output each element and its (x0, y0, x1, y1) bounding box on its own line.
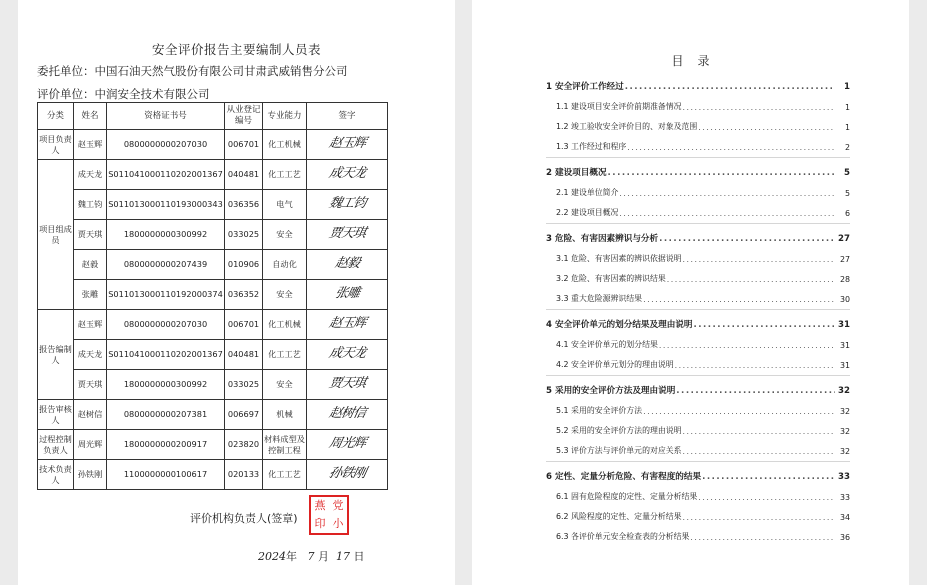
signer-label: 评价机构负责人(签章) (190, 512, 298, 525)
toc-section[interactable] (546, 92, 850, 112)
cell-signature (307, 310, 388, 340)
toc-page-number: 30 (839, 295, 850, 304)
cell-skill: 安全 (263, 370, 307, 400)
date-day: 17 (336, 550, 350, 563)
cell-signature (307, 280, 388, 310)
toc-leader-dots (627, 143, 835, 152)
table-row (38, 190, 388, 220)
table-row (38, 130, 388, 160)
table-row (38, 340, 388, 370)
toc-leader-dots (702, 472, 835, 482)
handwritten-signature: 贾天琪 (327, 226, 367, 242)
cell-signature (307, 190, 388, 220)
toc-page-number: 31 (839, 341, 850, 350)
cell-signature (307, 460, 388, 490)
toc-chapter[interactable] (546, 223, 850, 244)
cell-signature (307, 370, 388, 400)
toc-entry-text: 6.3 各评价单元安全检查表的分析结果 (556, 532, 690, 541)
toc-page-number: 28 (839, 275, 850, 284)
toc-chapter[interactable] (546, 309, 850, 330)
cell-name: 成天龙 (74, 160, 107, 190)
toc-page-number: 1 (844, 123, 850, 132)
toc-entry-text: 3 危险、有害因素辨识与分析 (546, 234, 659, 244)
cell-cert: 1800000000300992 (107, 220, 225, 250)
seal-char: 燕 (314, 499, 326, 512)
toc-section[interactable] (546, 522, 850, 542)
toc-entry-text: 2 建设项目概况 (546, 168, 607, 178)
toc-entry-text: 3.1 危险、有害因素的辨识依据说明 (556, 254, 682, 263)
cell-skill: 材料成型及控制工程 (263, 430, 307, 460)
header-cert: 资格证书号 (107, 103, 225, 130)
date-day-suffix: 日 (353, 550, 365, 563)
cell-name: 成天龙 (74, 340, 107, 370)
cell-cert: 0800000000207439 (107, 250, 225, 280)
toc-page-number: 36 (839, 533, 850, 542)
cell-skill: 化工机械 (263, 310, 307, 340)
toc-leader-dots (683, 427, 835, 436)
toc-section[interactable] (546, 350, 850, 370)
cell-reg: 006697 (225, 400, 263, 430)
handwritten-signature: 周光辉 (327, 436, 367, 452)
toc-entry-text: 5 采用的安全评价方法及理由说明 (546, 386, 676, 396)
toc-entry-text: 3.2 危险、有害因素的辨识结果 (556, 274, 666, 283)
toc-entry-text: 6.2 风险程度的定性、定量分析结果 (556, 512, 682, 521)
table-row (38, 250, 388, 280)
toc-page-number: 33 (839, 493, 850, 502)
toc-section[interactable] (546, 198, 850, 218)
toc-section[interactable] (546, 264, 850, 284)
cell-category: 项目负责人 (38, 130, 74, 160)
table-row (38, 460, 388, 490)
toc-section[interactable] (546, 482, 850, 502)
header-name: 姓名 (74, 103, 107, 130)
cell-reg: 006701 (225, 310, 263, 340)
toc-page-number: 1 (844, 103, 850, 112)
toc-section[interactable] (546, 330, 850, 350)
cell-skill: 化工机械 (263, 130, 307, 160)
handwritten-signature: 孙铁刚 (327, 466, 367, 482)
toc-leader-dots (683, 447, 835, 456)
toc-leader-dots (683, 513, 835, 522)
cell-category: 报告编制人 (38, 310, 74, 400)
cell-cert: 0800000000207381 (107, 400, 225, 430)
cell-skill: 电气 (263, 190, 307, 220)
cell-skill: 自动化 (263, 250, 307, 280)
toc-chapter[interactable] (546, 461, 850, 482)
toc-section[interactable] (546, 178, 850, 198)
toc-entry-text: 6 定性、定量分析危险、有害程度的结果 (546, 472, 702, 482)
toc-page-number: 1 (844, 82, 850, 92)
toc-entry-text: 1.2 竣工验收安全评价目的、对象及范围 (556, 122, 698, 131)
date-year: 2024 (258, 550, 286, 563)
toc-entry-text: 4 安全评价单元的划分结果及理由说明 (546, 320, 693, 330)
toc-section[interactable] (546, 396, 850, 416)
client-line: 委托单位：中国石油天然气股份有限公司甘肃武威销售分公司 (37, 64, 348, 78)
cell-name: 魏工钧 (74, 190, 107, 220)
cell-cert: 1800000000300992 (107, 370, 225, 400)
cell-skill: 机械 (263, 400, 307, 430)
toc-leader-dots (690, 533, 835, 542)
seal-char: 党 (332, 499, 344, 512)
cell-skill: 安全 (263, 220, 307, 250)
toc-chapter[interactable] (546, 375, 850, 396)
toc-page (472, 0, 909, 585)
cell-reg: 033025 (225, 220, 263, 250)
toc-leader-dots (667, 275, 835, 284)
toc-page-number: 27 (839, 255, 850, 264)
toc-leader-dots (693, 320, 835, 330)
toc-entry-text: 4.1 安全评价单元的划分结果 (556, 340, 658, 349)
table-row (38, 310, 388, 340)
cell-category: 报告审核人 (38, 400, 74, 430)
staff-table (37, 102, 388, 490)
toc-section[interactable] (546, 112, 850, 132)
toc-leader-dots (643, 295, 835, 304)
cell-category: 过程控制负责人 (38, 430, 74, 460)
cell-signature (307, 220, 388, 250)
handwritten-signature: 赵树信 (327, 406, 367, 422)
toc-chapter[interactable] (546, 72, 850, 92)
cell-name: 赵树信 (74, 400, 107, 430)
staff-table-body (38, 130, 388, 490)
cell-signature (307, 430, 388, 460)
cell-cert: S011041000110202001367 (107, 160, 225, 190)
toc-page-number: 6 (844, 209, 850, 218)
cell-reg: 036352 (225, 280, 263, 310)
cell-signature (307, 250, 388, 280)
toc-section[interactable] (546, 284, 850, 304)
cell-category: 技术负责人 (38, 460, 74, 490)
toc-section[interactable] (546, 416, 850, 436)
toc-list (546, 72, 850, 542)
toc-section[interactable] (546, 502, 850, 522)
cell-signature (307, 130, 388, 160)
cell-reg: 020133 (225, 460, 263, 490)
cell-cert: S011013000110193000343 (107, 190, 225, 220)
toc-entry-text: 3.3 重大危险源辨识结果 (556, 294, 643, 303)
staff-page (18, 0, 455, 585)
cell-name: 张雕 (74, 280, 107, 310)
cell-signature (307, 340, 388, 370)
toc-entry-text: 1.1 建设项目安全评价前期准备情况 (556, 102, 682, 111)
header-reg: 从业登记编号 (225, 103, 263, 130)
cell-name: 赵玉辉 (74, 310, 107, 340)
handwritten-signature: 贾天琪 (327, 376, 367, 392)
toc-page-number: 32 (839, 447, 850, 456)
sign-date (258, 548, 365, 564)
date-month-suffix: 月 (318, 550, 329, 563)
table-row (38, 370, 388, 400)
cell-name: 孙铁刚 (74, 460, 107, 490)
header-signature: 签字 (307, 103, 388, 130)
toc-leader-dots (619, 209, 835, 218)
cell-reg: 006701 (225, 130, 263, 160)
header-skill: 专业能力 (263, 103, 307, 130)
toc-page-number: 31 (839, 361, 850, 370)
cell-reg: 033025 (225, 370, 263, 400)
toc-entry-text: 5.3 评价方法与评价单元的对应关系 (556, 446, 682, 455)
handwritten-signature: 魏工钧 (327, 196, 367, 212)
toc-leader-dots (659, 341, 835, 350)
toc-page-number: 34 (839, 513, 850, 522)
handwritten-signature: 成天龙 (327, 166, 367, 182)
handwritten-signature: 张雕 (333, 286, 361, 302)
cell-reg: 036356 (225, 190, 263, 220)
toc-leader-dots (659, 234, 835, 244)
toc-leader-dots (676, 386, 835, 396)
handwritten-signature: 赵毅 (333, 256, 361, 272)
toc-leader-dots (619, 189, 835, 198)
cell-cert: 1100000000100617 (107, 460, 225, 490)
toc-page-number: 27 (838, 234, 850, 244)
handwritten-signature: 赵玉辉 (327, 136, 367, 152)
cell-reg: 040481 (225, 340, 263, 370)
cell-name: 贾天琪 (74, 220, 107, 250)
toc-page-number: 32 (838, 386, 850, 396)
toc-entry-text: 5.1 采用的安全评价方法 (556, 406, 643, 415)
evaluator-line: 评价单位：中润安全技术有限公司 (37, 87, 210, 101)
toc-chapter[interactable] (546, 157, 850, 178)
cell-cert: S011041000110202001367 (107, 340, 225, 370)
cell-signature (307, 400, 388, 430)
header-category: 分类 (38, 103, 74, 130)
toc-leader-dots (698, 493, 835, 502)
table-row (38, 430, 388, 460)
toc-entry-text: 2.1 建设单位简介 (556, 188, 619, 197)
toc-leader-dots (608, 168, 835, 178)
table-row (38, 280, 388, 310)
cell-signature (307, 160, 388, 190)
table-row (38, 400, 388, 430)
cell-cert: 0800000000207030 (107, 130, 225, 160)
cell-skill: 化工工艺 (263, 340, 307, 370)
cell-name: 贾天琪 (74, 370, 107, 400)
toc-section[interactable] (546, 244, 850, 264)
toc-entry-text: 1 安全评价工作经过 (546, 82, 624, 92)
toc-leader-dots (683, 103, 835, 112)
toc-page-number: 2 (844, 143, 850, 152)
cell-reg: 040481 (225, 160, 263, 190)
toc-page-number: 5 (844, 168, 850, 178)
staff-table-title: 安全评价报告主要编制人员表 (151, 42, 321, 57)
cell-reg: 010906 (225, 250, 263, 280)
cell-reg: 023820 (225, 430, 263, 460)
toc-page-number: 5 (844, 189, 850, 198)
cell-skill: 安全 (263, 280, 307, 310)
cell-category: 项目组成员 (38, 160, 74, 310)
cell-name: 赵毅 (74, 250, 107, 280)
toc-page-number: 31 (838, 320, 850, 330)
staff-table-header-row (38, 103, 388, 130)
toc-entry-text: 2.2 建设项目概况 (556, 208, 619, 217)
date-month: 7 (307, 550, 315, 563)
table-row (38, 160, 388, 190)
toc-page-number: 32 (839, 427, 850, 436)
red-seal-stamp (309, 495, 349, 535)
toc-leader-dots (675, 361, 835, 370)
cell-name: 周光辉 (74, 430, 107, 460)
cell-skill: 化工工艺 (263, 460, 307, 490)
cell-cert: S011013000110192000374 (107, 280, 225, 310)
toc-entry-text: 4.2 安全评价单元划分的理由说明 (556, 360, 674, 369)
cell-name: 赵玉辉 (74, 130, 107, 160)
toc-entry-text: 5.2 采用的安全评价方法的理由说明 (556, 426, 682, 435)
table-row (38, 220, 388, 250)
seal-char: 印 (314, 517, 326, 530)
toc-page-number: 33 (838, 472, 850, 482)
toc-leader-dots (698, 123, 835, 132)
toc-leader-dots (625, 82, 835, 92)
cell-skill: 化工工艺 (263, 160, 307, 190)
toc-leader-dots (683, 255, 835, 264)
toc-entry-text: 1.3 工作经过和程序 (556, 142, 627, 151)
toc-title: 目录 (671, 54, 724, 68)
handwritten-signature: 赵玉辉 (327, 316, 367, 332)
toc-section[interactable] (546, 436, 850, 456)
cell-cert: 1800000000200917 (107, 430, 225, 460)
cell-cert: 0800000000207030 (107, 310, 225, 340)
date-year-suffix: 年 (286, 550, 297, 563)
toc-entry-text: 6.1 固有危险程度的定性、定量分析结果 (556, 492, 698, 501)
toc-section[interactable] (546, 132, 850, 152)
toc-leader-dots (643, 407, 835, 416)
handwritten-signature: 成天龙 (327, 346, 367, 362)
toc-page-number: 32 (839, 407, 850, 416)
seal-char: 小 (332, 517, 344, 530)
